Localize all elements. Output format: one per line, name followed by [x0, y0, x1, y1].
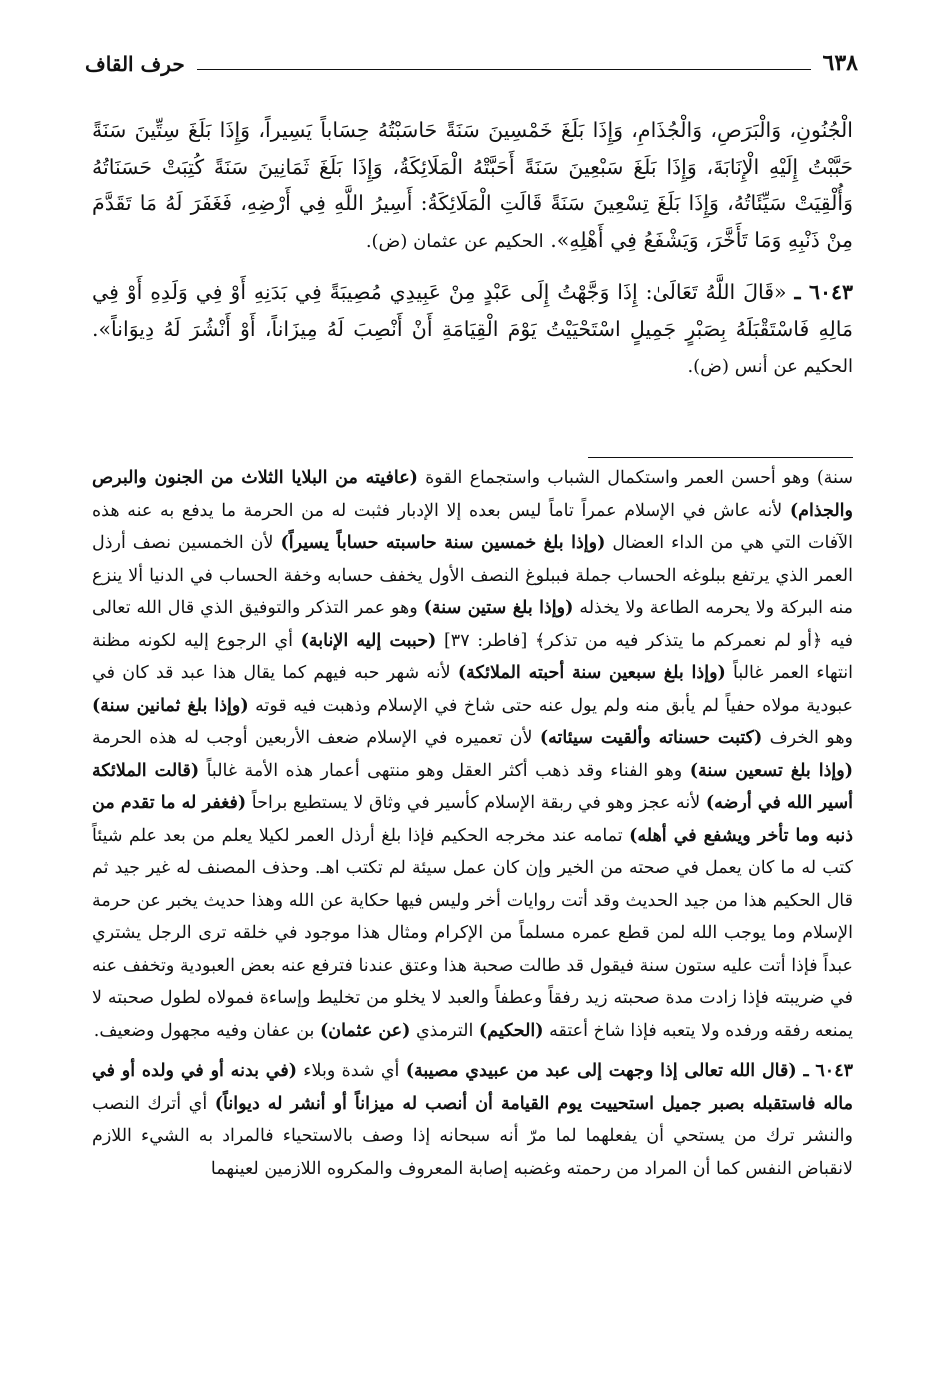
hadith-text: الْجُنُونِ، وَالْبَرَصِ، وَالْجُذَامِ، وَإِذَا بَلَغَ خَمْسِينَ سَنَةً حَاسَبْتُهُ حِسَاباً يَسِيراً، وَإِذَا بَلَغَ سِتِّينَ سَنَةً حَبَّبْتُ إِلَيْهِ الْإِنَابَةَ، وَإِذَا بَلَغَ سَبْعِينَ سَنَةً أَحَبَّتْهُ الْمَلَائِكَةُ، وَإِذَا بَلَغَ ثَمَانِينَ سَنَةً كُتِبَتْ حَسَنَاتُهُ وَأُلْقِيَتْ سَيِّئَاتُهُ، وَإِذَا بَلَغَ تِسْعِينَ سَنَةً قَالَتِ الْمَلَائِكَةُ: أَسِيرُ اللَّهِ فِي أَرْضِهِ، فَغَفَرَ لَهُ مَا تَقَدَّمَ مِنْ ذَنْبِهِ وَمَا تَأَخَّرَ، وَيَشْفَعُ فِي أَهْلِهِ». — [92, 118, 853, 252]
commentary-quote: (عافيته من البلايا الثلاث من الجنون والبرص والجذام) — [92, 468, 853, 521]
hadith-6042-continuation — [92, 112, 853, 260]
commentary-quote: (وإذا بلغ سبعين سنة أحبته الملائكة) — [457, 663, 726, 683]
commentary-text: وهو الفناء وقد ذهب أكثر العقل وهو منتهى أعمار هذه الأمة غالباً — [199, 760, 690, 781]
commentary-quote: (وإذا بلغ تسعين سنة) — [689, 760, 853, 781]
hadith-source: الحكيم عن أنس (ض). — [687, 356, 853, 377]
page-number: ٦٣٨ — [822, 50, 858, 76]
hadith-source: الحكيم عن عثمان (ض). — [365, 230, 544, 252]
commentary-text: بن عفان وفيه مجهول وضعيف. — [93, 1020, 320, 1041]
commentary-quote: (حببت إليه الإنابة) — [300, 630, 437, 651]
page-header — [85, 44, 858, 80]
commentary-quote: (وإذا بلغ ستين سنة) — [423, 598, 574, 618]
commentary-text: تمامه عند مخرجه الحكيم فإذا بلغ أرذل العمر لكيلا يعلم من بعد علم شيئاً كتب له ما كان يعمل في صحته من الخير وإن كان عمل سيئة لم تكتب اهـ. وحذف المصنف له غير جيد ثم قال الحكيم هذا من جيد الحديث وقد أتت روايات أخر وليس فيها حكاية عن الله وهذا حديث يخبر عن حرمة الإسلام وما يوجب الله لمن قطع عمره مسلماً من الإكرام ومثال هذا موجود في خلقه ترى الرجل يشتري عبداً فإذا أتت عليه ستون سنة فيقول قد طالت صحبة هذا وعتق عندنا فترفع عنه بعض العبودية وتخفف عنه في ضريبته فإذا زادت مدة صحبته زيد رفقاً وعطفاً والعبد لا يخلو من تخليط وإساءة فمولاه لطول صحبته لا يمنعه رفقه ورفده ولا يتعبه فإذا شاخ أعتقه — [92, 825, 853, 1041]
commentary-text: لأنه عاش في الإسلام عمراً تاماً ليس بعده إلا الإدبار فثبت له من الحرمة ما يدفع به عنه هذه الآفات التي هي من الداء العضال — [92, 500, 854, 553]
hadith-text: «قَالَ اللَّهُ تَعَالَىٰ: إِذَا وَجَّهْتُ إِلَى عَبْدٍ مِنْ عَبِيدِي مُصِيبَةً فِي بَدَنِهِ أَوْ فِي وَلَدِهِ أَوْ فِي مَالِهِ فَاسْتَقْبَلَهُ بِصَبْرٍ جَمِيلٍ اسْتَحْيَيْتُ يَوْمَ الْقِيَامَةِ أَنْ أَنْصِبَ لَهُ مِيزَاناً، أَوْ أَنْشُرَ لَهُ دِيوَاناً». — [92, 280, 853, 341]
commentary-text: أي الرجوع إليه لكونه مظنة انتهاء العمر غالباً — [92, 630, 854, 683]
chapter-title: حرف القاف — [85, 52, 185, 76]
commentary-quote: ٦٠٤٣ ـ (قال الله تعالى إذا وجهت إلى عبد من عبيدي مصيبة) — [405, 1061, 853, 1081]
commentary-6042 — [92, 462, 853, 1047]
commentary-6043 — [92, 1055, 853, 1185]
commentary-text: وهو الخرف — [762, 728, 853, 748]
commentary-quote: (كتبت حسناته وألقيت سيئاته) — [539, 728, 763, 748]
footnote-separator — [588, 457, 853, 458]
commentary-text: لأنه شهر حبه فيهم كما يقال هذا عبد قد كان في عبودية مولاه حفياً لم يأبق منه ولم يول عنه حتى شاخ في الإسلام وذهبت فيه قوته — [92, 663, 854, 716]
commentary-text: سنة) وهو أحسن العمر واستكمال الشباب واستجماع القوة — [417, 468, 853, 488]
commentary-quote: (في بدنه أو في ولده أو في ماله فاستقبله بصبر جميل استحييت يوم القيامة أن أنصب له ميزاناً أو أنشر له ديواناً) — [92, 1061, 853, 1114]
main-text — [92, 112, 853, 386]
hadith-6043 — [92, 274, 853, 386]
header-rule — [197, 69, 811, 70]
commentary-text: لأنه عجز وهو في ربقة الإسلام كأسير في وثاق لا يستطيع براحاً — [246, 793, 706, 813]
commentary-text: الترمذي — [410, 1020, 479, 1041]
commentary-text: لأن تعميره في الإسلام ضعف الأربعين أوجب له هذه الحرمة — [92, 728, 540, 748]
commentary-text: أي شدة وبلاء — [297, 1061, 406, 1081]
commentary-quote: (قالت الملائكة أسير الله في أرضه) — [92, 760, 853, 813]
commentary-text: لأن الخمسين نصف أرذل العمر الذي يرتفع ببلوغه الحساب جملة فببلوغ النصف الأول يخفف حسابه وخفة الحساب في الدنيا ألا ينزع منه البركة ولا يحرمه الطاعة ولا يخذله — [92, 533, 853, 618]
commentary-text: أي أترك النصب والنشر ترك من يستحي أن يفعلهما لما مرّ أنه سبحانه إذا وصف بالاستحياء فالمراد به الشيء اللازم لانقباض النفس كما أن المراد من رحمته وغضبه إصابة المعروف والمكروه اللازمين لعينهما — [92, 1093, 853, 1179]
commentary-text: وهو عمر التذكر والتوفيق الذي قال الله تعالى فيه ﴿أو لم نعمركم ما يتذكر فيه من تذكر﴾ [فاطر: ٣٧] — [92, 598, 853, 651]
commentary-quote: (الحكيم) — [478, 1020, 544, 1041]
commentary — [92, 462, 853, 1185]
commentary-quote: (وإذا بلغ ثمانين سنة) — [92, 695, 249, 716]
commentary-quote: (وإذا بلغ خمسين سنة حاسبته حساباً يسيراً) — [280, 533, 606, 553]
hadith-number: ٦٠٤٣ ـ — [794, 280, 853, 304]
commentary-quote: (عن عثمان) — [319, 1020, 411, 1041]
commentary-quote: (فغفر له ما تقدم من ذنبه وما تأخر ويشفع في أهله) — [92, 793, 853, 846]
